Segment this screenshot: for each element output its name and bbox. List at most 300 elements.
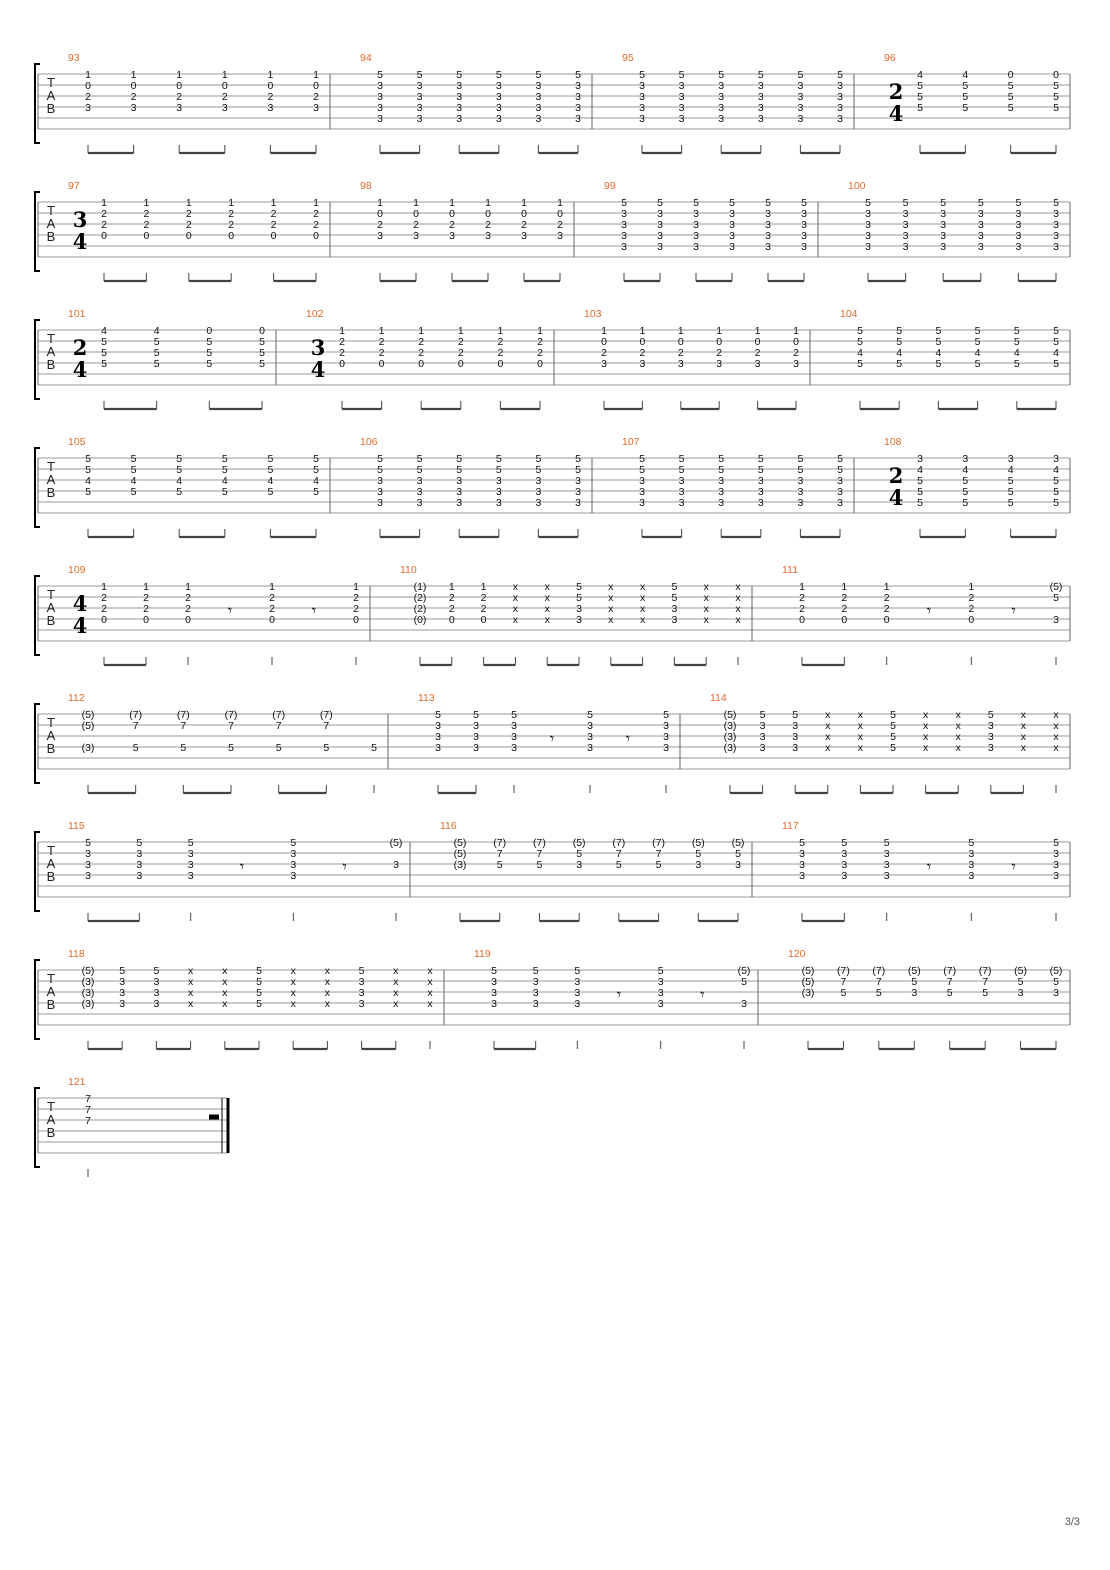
fret-number: 3 (759, 720, 766, 732)
fret-number: 3 (119, 998, 126, 1010)
fret-number: 3 (765, 219, 771, 231)
fret-number: 5 (221, 486, 228, 498)
fret-number: 3 (575, 91, 581, 103)
fret-number: 5 (1013, 336, 1020, 348)
fret-number: 3 (693, 208, 699, 220)
fret-number: x (825, 709, 831, 721)
fret-number: 3 (1053, 230, 1059, 242)
fret-number: 3 (657, 987, 664, 999)
fret-number: 5 (1053, 976, 1059, 988)
fret-number: 5 (323, 742, 330, 754)
fret-number: 5 (491, 965, 497, 977)
fret-number: 3 (575, 102, 581, 114)
fret-number: 5 (1053, 592, 1059, 604)
fret-number: 3 (435, 731, 441, 743)
fret-number: (5) (453, 848, 467, 860)
fret-number: (3) (81, 976, 95, 988)
fret-number: 3 (485, 230, 491, 242)
fret-number: 5 (221, 453, 228, 465)
fret-number: 3 (902, 219, 909, 231)
fret-number: 3 (136, 848, 143, 860)
fret-number: 3 (729, 230, 735, 242)
time-signature-top: 3 (310, 335, 326, 360)
measure-number: 95 (622, 52, 634, 64)
fret-number: 3 (416, 91, 423, 103)
fret-number: 7 (496, 848, 503, 860)
fret-number: (7) (943, 965, 957, 977)
fret-number: 3 (1015, 219, 1022, 231)
fret-number: 3 (435, 742, 441, 754)
fret-number: 2 (557, 219, 563, 231)
fret-number: 3 (576, 859, 583, 871)
fret-number: 3 (491, 998, 497, 1010)
fret-number: 5 (456, 453, 463, 465)
fret-number: 4 (917, 69, 923, 81)
fret-number: 3 (797, 113, 804, 125)
fret-number: 7 (946, 976, 953, 988)
fret-number: 2 (378, 347, 385, 359)
fret-number: 5 (890, 731, 896, 743)
fret-number: 0 (378, 358, 385, 370)
tab-clef-letter: A (46, 472, 56, 487)
tab-clef-letter: T (47, 971, 55, 986)
fret-number: 3 (693, 230, 699, 242)
fret-number: 0 (537, 358, 543, 370)
fret-number: 3 (136, 859, 143, 871)
fret-number: 3 (718, 486, 725, 498)
fret-number: 3 (657, 219, 663, 231)
fret-number: (5) (801, 976, 815, 988)
fret-number: 5 (883, 837, 890, 849)
fret-number: 3 (663, 720, 669, 732)
fret-number: 5 (495, 69, 502, 81)
fret-number: 3 (416, 475, 423, 487)
fret-number: 0 (413, 208, 419, 220)
fret-number: 5 (575, 453, 581, 465)
fret-number: 5 (729, 197, 735, 209)
fret-number: 3 (511, 742, 517, 754)
fret-number: 5 (1007, 102, 1014, 114)
fret-number: 3 (801, 230, 807, 242)
fret-number: x (512, 614, 519, 626)
fret-number: 2 (143, 208, 150, 220)
fret-number: 3 (413, 230, 419, 242)
fret-number: 3 (495, 91, 502, 103)
fret-number: 5 (496, 859, 503, 871)
eighth-rest: 𝄾 (227, 601, 233, 620)
fret-number: 1 (313, 197, 319, 209)
fret-number: 3 (221, 102, 228, 114)
fret-number: 0 (1053, 69, 1059, 81)
fret-number: 3 (587, 731, 593, 743)
fret-number: 5 (574, 965, 581, 977)
fret-number: 3 (576, 603, 582, 615)
fret-number: 5 (1053, 358, 1059, 370)
fret-number: 5 (313, 486, 319, 498)
fret-number: 2 (353, 592, 359, 604)
fret-number: 5 (435, 709, 441, 721)
fret-number: x (1020, 709, 1027, 721)
fret-number: x (290, 976, 296, 988)
fret-number: 5 (1053, 197, 1059, 209)
fret-number: 1 (85, 69, 91, 81)
fret-number: 0 (448, 614, 455, 626)
fret-number: (7) (533, 837, 546, 849)
fret-number: 3 (639, 102, 645, 114)
fret-number: x (324, 987, 331, 999)
fret-number: 5 (495, 464, 502, 476)
fret-number: x (955, 720, 961, 732)
fret-number: 1 (418, 325, 425, 337)
fret-number: 3 (535, 102, 542, 114)
fret-number: 4 (1053, 464, 1059, 476)
fret-number: 3 (757, 91, 764, 103)
fret-number: 5 (85, 453, 91, 465)
fret-number: 3 (792, 720, 799, 732)
fret-number: 0 (1007, 69, 1014, 81)
fret-number: 3 (495, 486, 502, 498)
tab-clef-letter: B (46, 869, 56, 884)
fret-number: 3 (535, 475, 542, 487)
fret-number: 2 (716, 347, 723, 359)
fret-number: 0 (313, 80, 319, 92)
half-rest (209, 1115, 219, 1120)
fret-number: 3 (940, 241, 947, 253)
time-signature-bottom: 4 (72, 613, 88, 638)
measure-number: 101 (68, 308, 86, 320)
fret-number: 3 (1007, 453, 1014, 465)
tab-clef-letter: B (46, 357, 56, 372)
fret-number: 3 (85, 870, 91, 882)
fret-number: x (922, 731, 929, 743)
fret-number: 0 (799, 614, 805, 626)
tab-clef-letter: T (47, 587, 55, 602)
fret-number: 1 (228, 197, 235, 209)
fret-number: 3 (416, 497, 423, 509)
fret-number: 4 (896, 347, 903, 359)
fret-number: 3 (176, 102, 183, 114)
fret-number: x (290, 987, 296, 999)
eighth-rest: 𝄾 (1011, 857, 1016, 876)
fret-number: 2 (537, 347, 543, 359)
fret-number: 3 (521, 230, 527, 242)
eighth-rest: 𝄾 (1011, 601, 1016, 620)
fret-number: x (290, 965, 296, 977)
measure-number: 117 (782, 820, 799, 832)
fret-number: x (608, 603, 614, 615)
fret-number: 1 (267, 69, 274, 81)
tab-clef-letter: T (47, 1099, 55, 1114)
fret-number: (7) (978, 965, 992, 977)
fret-number: 3 (799, 870, 805, 882)
fret-number: 5 (962, 486, 969, 498)
fret-number: (5) (453, 837, 467, 849)
fret-number: 3 (765, 208, 771, 220)
fret-number: x (1053, 709, 1059, 721)
fret-number: x (955, 709, 961, 721)
fret-number: 2 (497, 347, 504, 359)
fret-number: 2 (221, 91, 228, 103)
fret-number: (5) (731, 837, 745, 849)
fret-number: 3 (883, 859, 890, 871)
fret-number: 5 (1007, 91, 1014, 103)
fret-number: 1 (883, 581, 890, 593)
fret-number: x (703, 603, 709, 615)
fret-number: 5 (639, 464, 645, 476)
fret-number: 4 (130, 475, 137, 487)
fret-number: 5 (85, 464, 91, 476)
fret-number: 3 (678, 80, 685, 92)
measure-number: 102 (306, 308, 324, 320)
tab-clef-letter: B (46, 485, 56, 500)
fret-number: 3 (119, 987, 126, 999)
fret-number: 2 (480, 603, 487, 615)
fret-number: 5 (639, 453, 645, 465)
fret-number: 3 (435, 720, 441, 732)
fret-number: 3 (940, 219, 947, 231)
fret-number: 3 (575, 497, 581, 509)
fret-number: 1 (378, 325, 385, 337)
fret-number: 0 (176, 80, 183, 92)
fret-number: 5 (1007, 486, 1014, 498)
fret-number: 1 (339, 325, 345, 337)
fret-number: 3 (757, 486, 764, 498)
fret-number: 3 (792, 742, 799, 754)
fret-number: 5 (875, 987, 882, 999)
fret-number: 5 (977, 197, 984, 209)
fret-number: 5 (902, 197, 909, 209)
tab-clef-letter: B (46, 101, 56, 116)
fret-number: 3 (757, 113, 764, 125)
fret-number: 3 (657, 998, 664, 1010)
fret-number: x (922, 742, 929, 754)
fret-number: x (1053, 742, 1059, 754)
fret-number: 3 (797, 486, 804, 498)
eighth-rest: 𝄾 (549, 729, 555, 748)
fret-number: 5 (576, 592, 582, 604)
fret-number: 3 (575, 486, 581, 498)
fret-number: 3 (883, 870, 890, 882)
fret-number: 5 (511, 709, 517, 721)
fret-number: 5 (575, 464, 581, 476)
tab-clef-letter: B (46, 741, 56, 756)
fret-number: 5 (130, 464, 137, 476)
fret-number: x (544, 614, 550, 626)
fret-number: 2 (270, 208, 277, 220)
tab-clef-letter: B (46, 229, 56, 244)
fret-number: 3 (718, 113, 725, 125)
fret-number: 5 (290, 837, 297, 849)
fret-number: 3 (456, 113, 463, 125)
fret-number: 5 (765, 197, 771, 209)
fret-number: x (857, 709, 864, 721)
fret-number: 2 (353, 603, 359, 615)
fret-number: 2 (793, 347, 799, 359)
fret-number: x (324, 976, 331, 988)
fret-number: 0 (716, 336, 723, 348)
fret-number: 3 (968, 859, 975, 871)
fret-number: 3 (377, 102, 383, 114)
fret-number: 3 (449, 230, 455, 242)
fret-number: 3 (657, 208, 663, 220)
fret-number: 3 (621, 208, 627, 220)
fret-number: 5 (935, 325, 942, 337)
fret-number: 2 (313, 91, 319, 103)
fret-number: 3 (85, 102, 91, 114)
fret-number: 5 (1017, 976, 1024, 988)
tab-clef-letter: A (46, 88, 56, 103)
fret-number: 5 (259, 358, 265, 370)
fret-number: 4 (101, 325, 107, 337)
fret-number: 5 (130, 453, 137, 465)
fret-number: 3 (535, 80, 542, 92)
fret-number: 5 (917, 80, 923, 92)
fret-number: 3 (639, 80, 645, 92)
fret-number: x (639, 614, 646, 626)
fret-number: 1 (480, 581, 487, 593)
fret-number: 3 (290, 859, 297, 871)
fret-number: 1 (457, 325, 464, 337)
fret-number: x (608, 614, 614, 626)
measure-number: 116 (440, 820, 457, 832)
fret-number: 5 (837, 464, 843, 476)
fret-number: x (703, 614, 709, 626)
fret-number: 5 (256, 976, 262, 988)
fret-number: 5 (735, 848, 741, 860)
fret-number: 3 (759, 731, 766, 743)
fret-number: 3 (130, 102, 137, 114)
fret-number: 3 (639, 486, 645, 498)
fret-number: 5 (1015, 197, 1022, 209)
fret-number: 2 (269, 592, 275, 604)
fret-number: 3 (621, 219, 627, 231)
fret-number: 5 (896, 336, 903, 348)
time-signature-top: 3 (72, 207, 88, 232)
fret-number: 5 (621, 197, 627, 209)
tab-clef-letter: T (47, 203, 55, 218)
fret-number: 5 (917, 497, 923, 509)
fret-number: (5) (691, 837, 705, 849)
fret-number: 1 (270, 197, 277, 209)
fret-number: 5 (801, 197, 807, 209)
fret-number: 5 (896, 358, 903, 370)
fret-number: 3 (491, 987, 497, 999)
fret-number: 3 (1053, 208, 1059, 220)
fret-number: 3 (456, 486, 463, 498)
fret-number: x (427, 965, 433, 977)
fret-number: 0 (270, 230, 277, 242)
fret-number: 3 (495, 113, 502, 125)
tab-clef-letter: A (46, 984, 56, 999)
fret-number: 2 (537, 336, 543, 348)
fret-number: 5 (837, 69, 843, 81)
fret-number: 5 (101, 358, 107, 370)
fret-number: 5 (535, 453, 542, 465)
fret-number: 3 (902, 208, 909, 220)
fret-number: (5) (572, 837, 586, 849)
fret-number: x (608, 592, 614, 604)
fret-number: 5 (935, 358, 942, 370)
fret-number: 0 (883, 614, 890, 626)
fret-number: 3 (1053, 870, 1059, 882)
tab-clef-letter: A (46, 1112, 56, 1127)
fret-number: 3 (187, 848, 194, 860)
fret-number: 5 (1053, 837, 1059, 849)
fret-number: 0 (85, 80, 91, 92)
fret-number: 0 (457, 358, 464, 370)
fret-number: 3 (313, 102, 319, 114)
fret-number: 3 (968, 848, 975, 860)
fret-number: (5) (737, 965, 751, 977)
fret-number: (7) (224, 709, 238, 721)
fret-number: 3 (797, 80, 804, 92)
fret-number: x (187, 965, 194, 977)
tab-clef-letter: A (46, 728, 56, 743)
time-signature-top: 2 (888, 79, 904, 104)
fret-number: (7) (872, 965, 886, 977)
fret-number: 5 (663, 709, 669, 721)
fret-number: 3 (987, 720, 994, 732)
fret-number: 3 (799, 859, 805, 871)
time-signature-bottom: 4 (888, 101, 904, 126)
fret-number: 3 (837, 486, 843, 498)
fret-number: 5 (259, 336, 265, 348)
tab-clef-letter: A (46, 600, 56, 615)
fret-number: 3 (797, 497, 804, 509)
fret-number: 5 (615, 859, 622, 871)
fret-number: 0 (339, 358, 345, 370)
fret-number: 3 (663, 742, 669, 754)
fret-number: 1 (677, 325, 684, 337)
fret-number: 5 (456, 69, 463, 81)
fret-number: 5 (456, 464, 463, 476)
eighth-rest: 𝄾 (239, 857, 245, 876)
fret-number: 3 (575, 80, 581, 92)
fret-number: 0 (449, 208, 455, 220)
fret-number: 2 (418, 347, 425, 359)
tab-clef-letter: B (46, 997, 56, 1012)
tab-clef-letter: B (46, 613, 56, 628)
fret-number: 2 (378, 336, 385, 348)
fret-number: 2 (677, 347, 684, 359)
fret-number: 5 (206, 358, 213, 370)
fret-number: (3) (81, 742, 95, 754)
fret-number: 3 (358, 987, 365, 999)
fret-number: 2 (143, 603, 149, 615)
fret-number: 3 (865, 219, 871, 231)
fret-number: 3 (621, 241, 627, 253)
fret-number: 1 (557, 197, 563, 209)
measure-number: 97 (68, 180, 80, 192)
fret-number: 0 (497, 358, 504, 370)
fret-number: x (735, 592, 741, 604)
fret-number: 1 (185, 197, 192, 209)
fret-number: 2 (841, 592, 848, 604)
fret-number: 5 (371, 742, 377, 754)
fret-number: 0 (101, 614, 107, 626)
fret-number: 1 (101, 581, 107, 593)
fret-number: 0 (521, 208, 527, 220)
fret-number: 5 (759, 709, 766, 721)
fret-number: 3 (757, 80, 764, 92)
fret-number: 5 (917, 486, 923, 498)
fret-number: 0 (677, 336, 684, 348)
fret-number: 2 (101, 603, 107, 615)
fret-number: x (393, 998, 399, 1010)
fret-number: 5 (1053, 102, 1059, 114)
fret-number: 3 (495, 497, 502, 509)
fret-number: 2 (339, 336, 345, 348)
